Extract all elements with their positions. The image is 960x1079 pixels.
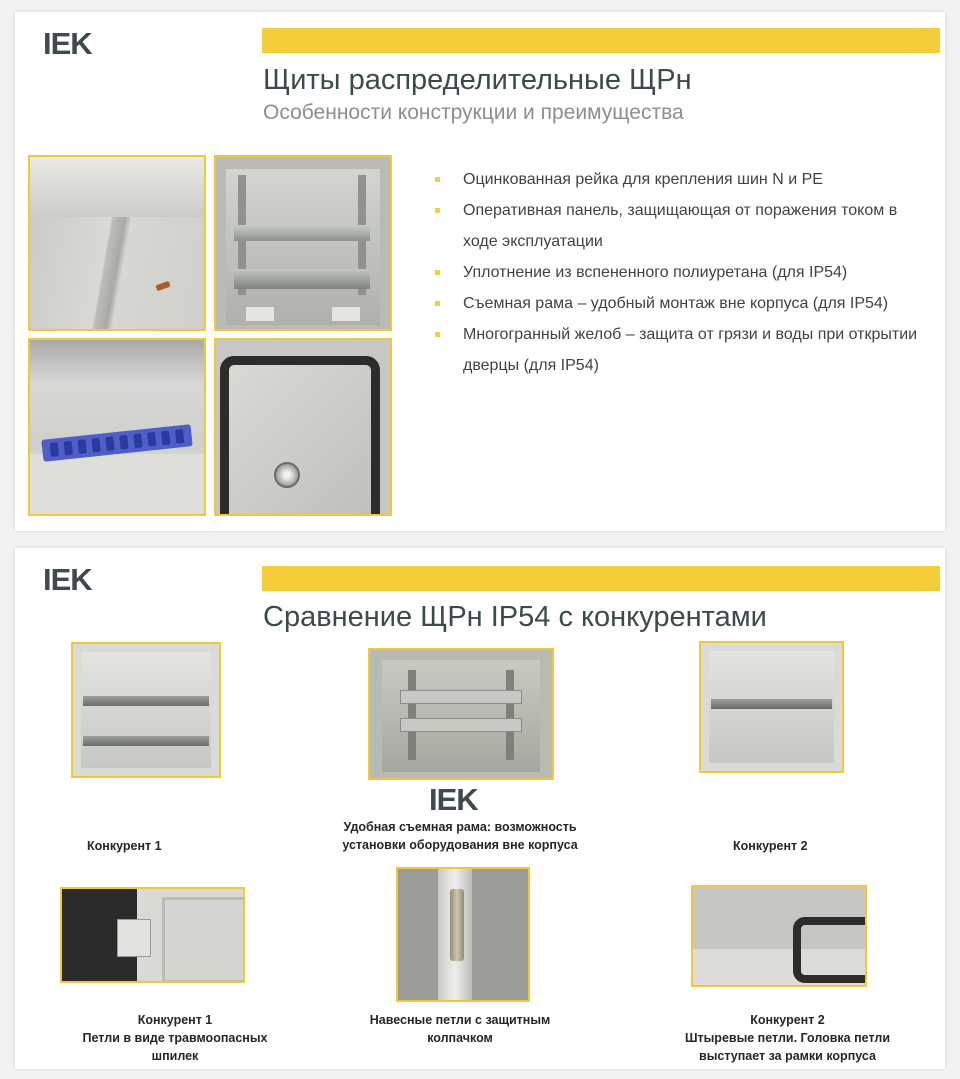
- list-item: Оцинкованная рейка для крепления шин N и PE: [433, 164, 923, 195]
- list-item: Съемная рама – удобный монтаж вне корпуса (для IP54): [433, 288, 923, 319]
- iek-logo: IEK: [43, 26, 92, 61]
- list-item: Уплотнение из вспененного полиуретана (для IP54): [433, 257, 923, 288]
- photo-iek-hinge: [396, 867, 530, 1002]
- photo-iek-frame: [368, 648, 554, 780]
- slide-title: Сравнение ЩРн IP54 с конкурентами: [263, 601, 767, 633]
- slide-subtitle: Особенности конструкции и преимущества: [263, 101, 684, 124]
- caption-iek-frame: Удобная съемная рама: возможность установки оборудования вне корпуса: [342, 820, 578, 852]
- iek-logo-center: IEK: [429, 782, 478, 817]
- list-item: Многогранный желоб – защита от грязи и воды при открытии дверцы (для IP54): [433, 319, 923, 381]
- header-accent-bar: [262, 28, 940, 53]
- list-item: Оперативная панель, защищающая от поражения током в ходе эксплуатации: [433, 195, 923, 257]
- caption-iek-hinge: Навесные петли с защитным колпачком: [369, 1013, 551, 1045]
- photo-enclosure-corner: [28, 155, 206, 331]
- caption-competitor2: Конкурент 2: [733, 839, 808, 853]
- photo-competitor1-hinge: [60, 887, 245, 983]
- slide-title: Щиты распределительные ЩРн: [263, 64, 692, 96]
- header-accent-bar: [262, 566, 940, 591]
- iek-logo: IEK: [43, 562, 92, 597]
- photo-competitor2-hinge: [691, 885, 867, 987]
- photo-competitor1-box: [71, 642, 221, 778]
- photo-competitor2-box: [699, 641, 844, 773]
- photo-terminal-bus: [28, 338, 206, 516]
- caption-competitor1-hinge: Конкурент 1 Петли в виде травмоопасных шпилек: [82, 1013, 268, 1063]
- slide-comparison: [15, 548, 945, 1069]
- photo-din-rails: [214, 155, 392, 331]
- caption-competitor2-hinge: Конкурент 2 Штыревые петли. Головка петли выступает за рамки корпуса: [684, 1013, 891, 1063]
- caption-competitor1: Конкурент 1: [87, 839, 162, 853]
- photo-door-gasket: [214, 338, 392, 516]
- slide-features: [15, 12, 945, 531]
- feature-list: [433, 164, 923, 381]
- lock-icon: [274, 462, 300, 488]
